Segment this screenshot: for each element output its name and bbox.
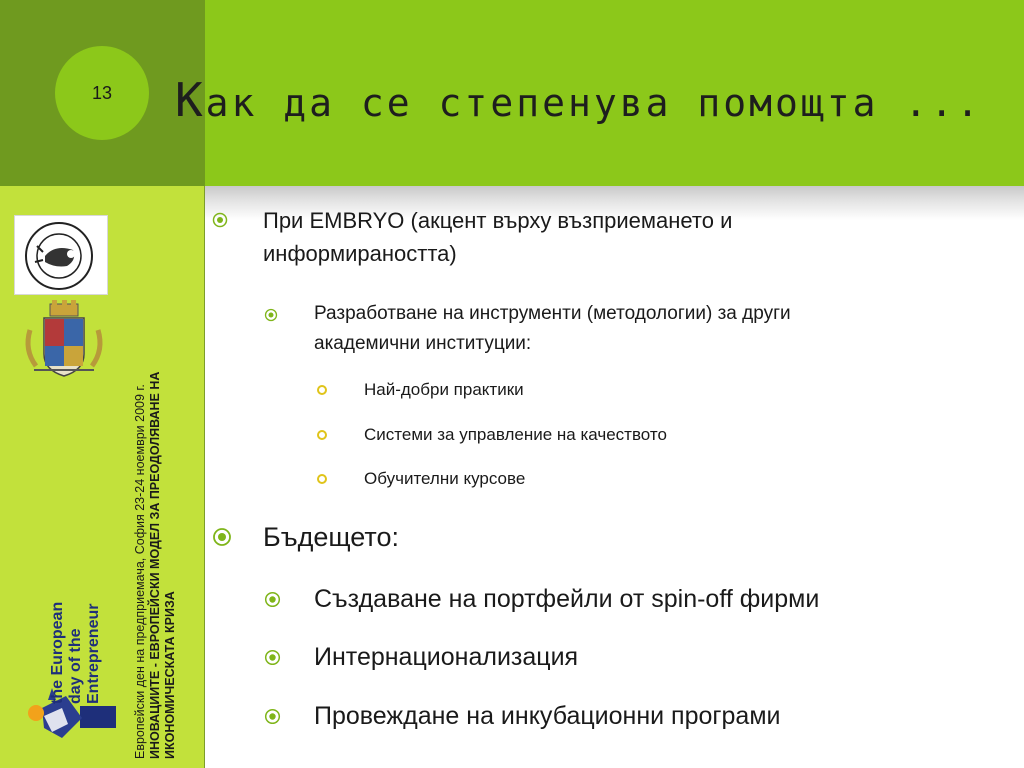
logo-text-1: the European [49,601,66,704]
target-bullet-icon [264,591,281,608]
slide-header [174,0,1024,186]
ring-bullet-icon [316,473,328,485]
ring-bullet-icon [316,384,328,396]
ring-bullet-icon [316,429,328,441]
logo-text-3: Entrepreneur [85,603,102,704]
bullet-tools: Разработване на инструменти (методологии) за други [314,303,791,324]
target-bullet-icon [212,527,232,547]
slide-number-badge [55,46,149,140]
european-day-entrepreneur-logo [22,568,122,756]
bullet-incubation: Провеждане на инкубационни програми [314,702,781,730]
title-text: ак да се степенува помощта ... [205,81,982,125]
bullet-embryo-cont: информираността) [263,241,457,266]
event-caption [133,299,178,759]
target-bullet-icon [264,708,281,725]
university-seal-logo [14,215,108,295]
sidebar-divider [204,186,205,768]
logo-text-2: day of the [67,628,84,704]
coat-of-arms-logo [20,300,108,384]
bullet-best-practices: Най-добри практики [364,380,524,399]
bullet-future: Бъдещето: [263,522,399,552]
bullet-tools-cont: академични институции: [314,333,532,354]
title-initial: К [174,73,206,127]
event-date-line: Европейски ден на предприемача, София 23-24 ноември 2009 г. [133,384,147,759]
bullet-courses: Обучителни курсове [364,469,526,488]
target-bullet-icon [264,649,281,666]
bullet-quality: Системи за управление на качеството [364,425,667,444]
slide-title [175,73,982,127]
slide-number: 13 [91,83,113,103]
target-bullet-icon [212,212,228,228]
theme-line-2: ИКОНОМИЧЕСКАТА КРИЗА [163,591,177,759]
bullet-embryo: При EMBRYO (акцент върху възприемането и [263,208,733,233]
bullet-spinoff: Създаване на портфейли от spin-off фирми [314,585,820,613]
bullet-internationalization: Интернационализация [314,643,579,671]
theme-line-1: ИНОВАЦИИТЕ - ЕВРОПЕЙСКИ МОДЕЛ ЗА ПРЕОДОЛЯВАНЕ НА [148,371,162,759]
target-bullet-icon [264,308,278,322]
